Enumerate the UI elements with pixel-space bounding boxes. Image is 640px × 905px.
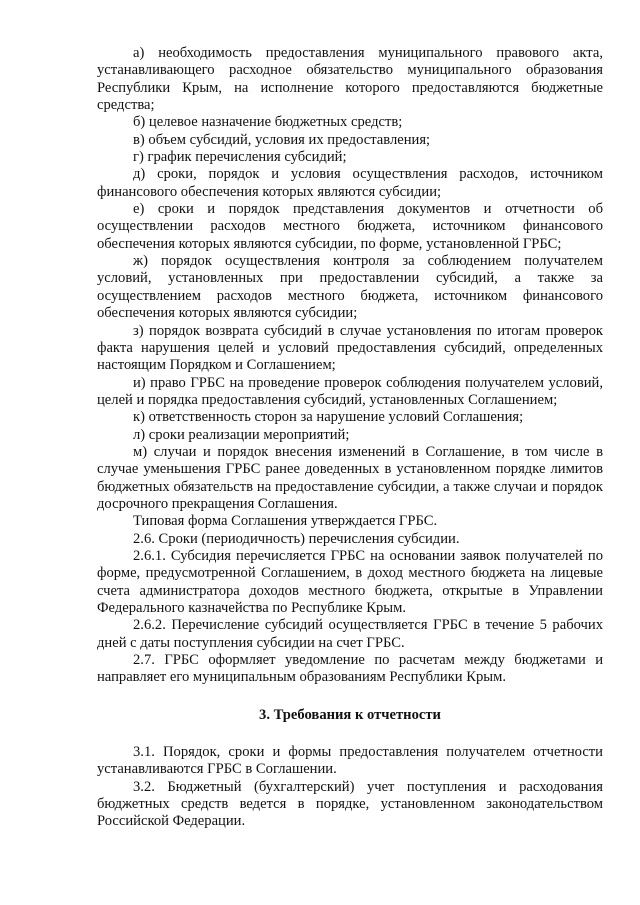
document-body xyxy=(97,45,603,831)
paragraph-3-2: 3.2. Бюджетный (бухгалтерский) учет поступления и расходования бюджетных средств ведется в порядке, установленном законодательством Российской Федерации. xyxy=(97,778,603,830)
paragraph-i-inspections: и) право ГРБС на проведение проверок соблюдения получателем условий, целей и порядка предоставления субсидий, установленных Соглашением; xyxy=(97,374,603,408)
paragraph-2-6-2: 2.6.2. Перечисление субсидий осуществляется ГРБС в течение 5 рабочих дней с даты поступления субсидии на счет ГРБС. xyxy=(97,617,603,651)
paragraph-zh-control: ж) порядок осуществления контроля за соблюдением получателем условий, установленных при предоставлении субсидий, а также за осуществлением расходов местного бюджета, источником финансового обеспечения которых являются субсидии; xyxy=(97,253,603,322)
paragraph-k-liability: к) ответственность сторон за нарушение условий Соглашения; xyxy=(133,409,524,426)
paragraph-b-purpose: б) целевое назначение бюджетных средств; xyxy=(133,114,403,131)
paragraph-l-deadlines: л) сроки реализации мероприятий; xyxy=(133,426,350,443)
paragraph-v-volume: в) объем субсидий, условия их предоставления; xyxy=(133,131,431,148)
paragraph-a-legal-act: а) необходимость предоставления муниципального правового акта, устанавливающего расходное обязательство муниципального образования Республики Крым, на исполнение которого предоставляются бюджетные средства; xyxy=(97,45,603,114)
paragraph-2-6-1: 2.6.1. Субсидия перечисляется ГРБС на основании заявок получателей по форме, предусмотренной Соглашением, в доход местного бюджета на лицевые счета администратора доходов местного бюджета, открытые в Управлении Федерального казначейства по Республике Крым. xyxy=(97,547,603,616)
paragraph-e-reporting: е) сроки и порядок представления документов и отчетности об осуществлении расходов местного бюджета, источником финансового обеспечения которых являются субсидии, по форме, установленной ГРБС; xyxy=(97,201,603,252)
paragraph-m-amendments: м) случаи и порядок внесения изменений в Соглашение, в том числе в случае уменьшения ГРБС ранее доведенных в установленном порядке лимитов бюджетных обязательств на предоставление субсидии, а также случаи и порядок досрочного прекращения Соглашения. xyxy=(97,443,603,512)
paragraph-g-schedule: г) график перечисления субсидий; xyxy=(133,149,347,166)
paragraph-2-7: 2.7. ГРБС оформляет уведомление по расчетам между бюджетами и направляет его муниципальным образованиям Республики Крым. xyxy=(97,652,603,686)
paragraph-2-6: 2.6. Сроки (периодичность) перечисления субсидии. xyxy=(133,530,460,547)
paragraph-standard-form: Типовая форма Соглашения утверждается ГРБС. xyxy=(133,513,438,530)
section-heading: 3. Требования к отчетности xyxy=(259,706,441,723)
paragraph-3-1: 3.1. Порядок, сроки и формы предоставления получателем отчетности устанавливаются ГРБС в Соглашении. xyxy=(97,744,603,778)
paragraph-d-terms: д) сроки, порядок и условия осуществления расходов, источником финансового обеспечения которых являются субсидии; xyxy=(97,166,603,200)
paragraph-z-return: з) порядок возврата субсидий в случае установления по итогам проверок факта нарушения целей и условий предоставления субсидий, определенных настоящим Порядком и Соглашением; xyxy=(97,322,603,374)
